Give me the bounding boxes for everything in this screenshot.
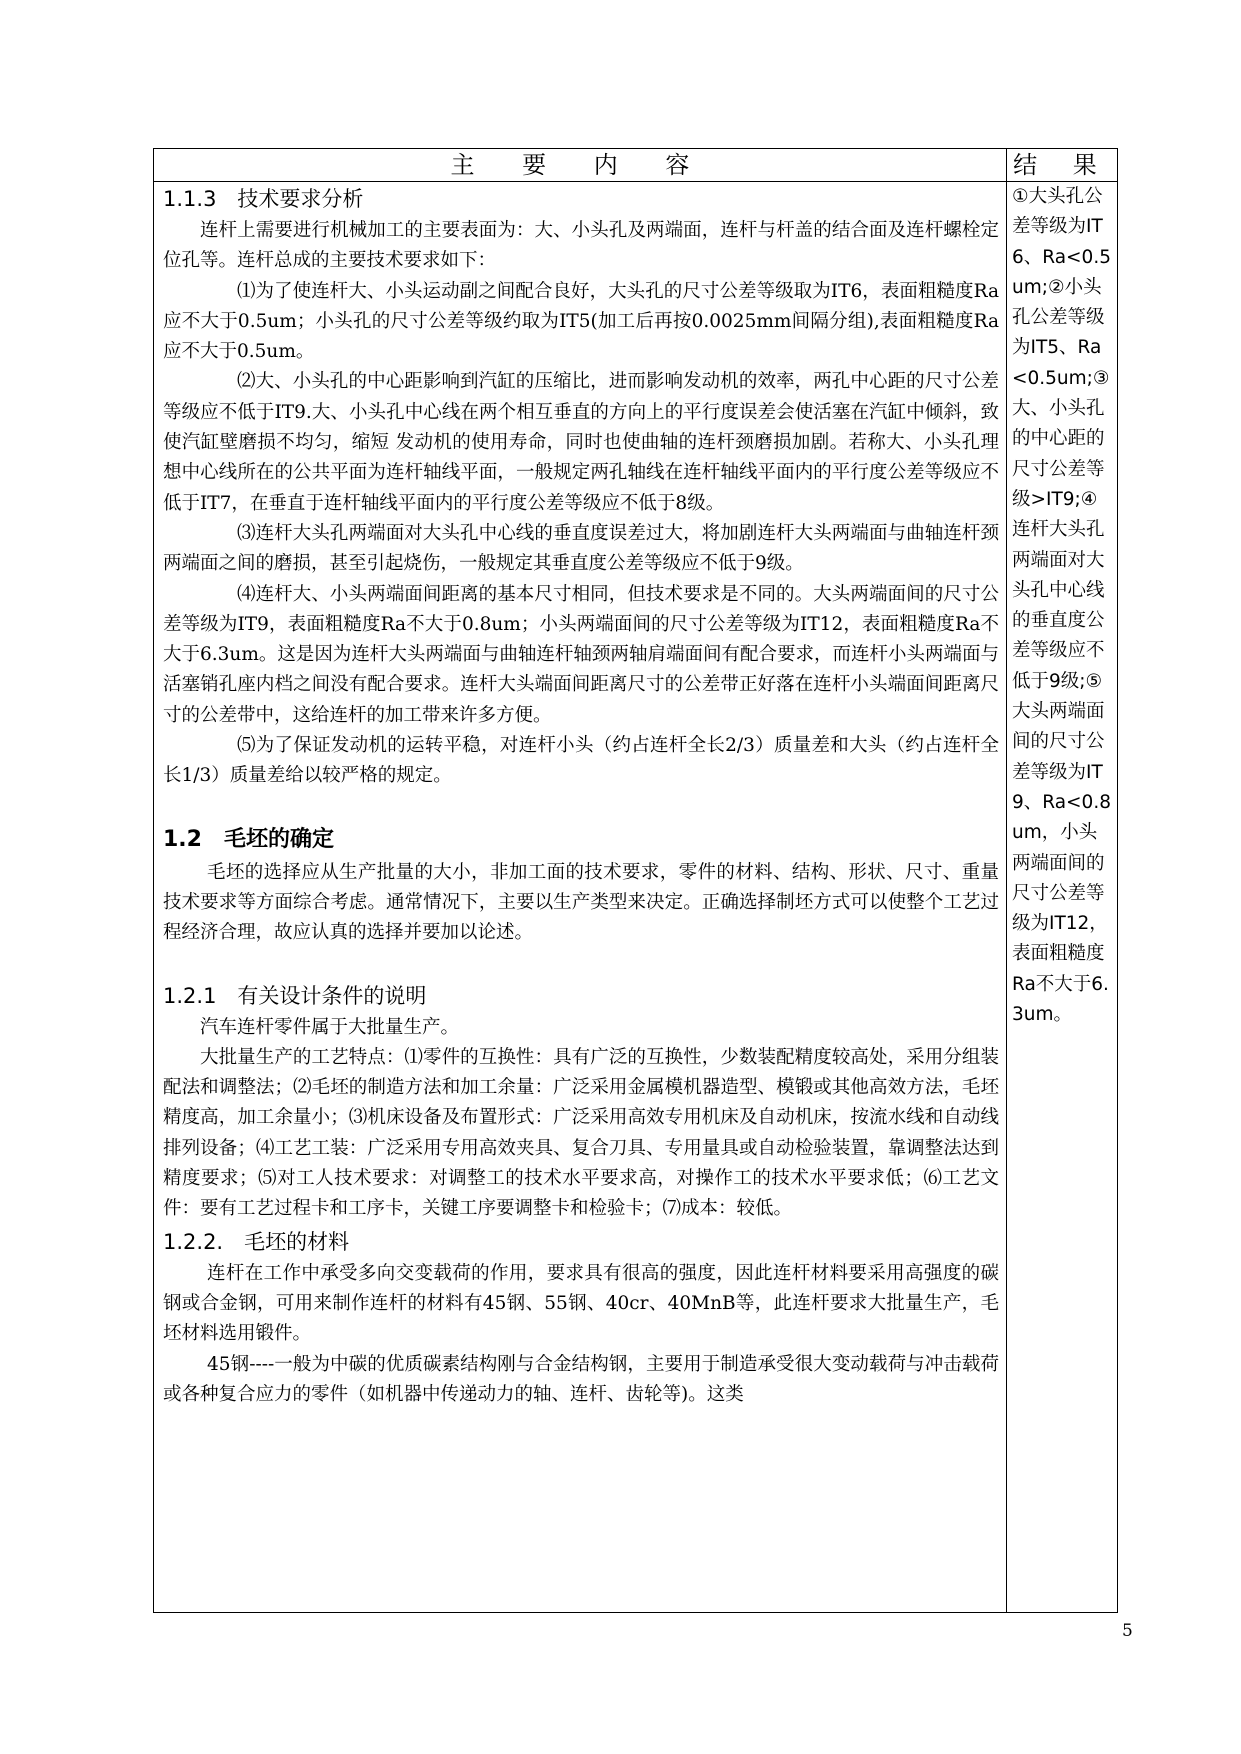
content-table [153,148,1118,1613]
spacer [163,792,999,822]
result-column-text: ①大头孔公差等级为IT6、Ra<0.5um;②小头孔公差等级为IT5、Ra<0.5um;③大、小头孔的中心距的尺寸公差等级>IT9;④连杆大头孔两端面对大头孔中心线的垂直度公差等级应不低于9级;⑤大头两端面间的尺寸公差等级为IT9、Ra<0.8um，小头两端面间的尺寸公差等级为IT12，表面粗糙度Ra不大于6.3um。 [1012,186,1111,1026]
paragraph: ⑵大、小头孔的中心距影响到汽缸的压缩比，进而影响发动机的效率，两孔中心距的尺寸公差等级应不低于IT9.大、小头孔中心线在两个相互垂直的方向上的平行度误差会使活塞在汽缸中倾斜，致使汽缸壁磨损不均匀，缩短 发动机的使用寿命，同时也使曲轴的连杆颈磨损加剧。若称大、小头孔理想中心线所在的公共平面为连杆轴线平面，一般规定两孔轴线在连杆轴线平面内的平行度公差等级应不低于IT7，在垂直于连杆轴线平面内的平行度公差等级应不低于8级。 [163,371,999,514]
paragraph: 大批量生产的工艺特点：⑴零件的互换性：具有广泛的互换性，少数装配精度较高处，采用分组装配法和调整法；⑵毛坯的制造方法和加工余量：广泛采用金属模机器造型、模锻或其他高效方法，毛坯精度高，加工余量小；⑶机床设备及布置形式：广泛采用高效专用机床及自动机床，按流水线和自动线排列设备；⑷工艺工装：广泛采用专用高效夹具、复合刀具、专用量具或自动检验装置，靠调整法达到精度要求；⑸对工人技术要求：对调整工的技术水平要求高，对操作工的技术水平要求低；⑹工艺文件：要有工艺过程卡和工序卡，关键工序要调整卡和检验卡；⑺成本：较低。 [163,1046,999,1220]
paragraph: 45钢----一般为中碳的优质碳素结构刚与合金结构钢，主要用于制造承受很大变动载荷与冲击载荷或各种复合应力的零件（如机器中传递动力的轴、连杆、齿轮等)。这类 [163,1353,999,1405]
result-header: 结 果 [1013,151,1111,179]
spacer [163,949,999,979]
paragraph: 连杆在工作中承受多向交变载荷的作用，要求具有很高的强度，因此连杆材料要采用高强度的碳钢或合金钢，可用来制作连杆的材料有45钢、55钢、40cr、40MnB等，此连杆要求大批量生产，毛坯材料选用锻件。 [163,1262,999,1345]
paragraph: 毛坯的选择应从生产批量的大小，非加工面的技术要求，零件的材料、结构、形状、尺寸、重量技术要求等方面综合考虑。通常情况下，主要以生产类型来决定。正确选择制坯方式可以使整个工艺过程经济合理，故应认真的选择并要加以论述。 [163,861,999,944]
section-1-1-3-title: 1.1.3 技术要求分析 [163,187,364,211]
paragraph: 连杆上需要进行机械加工的主要表面为：大、小头孔及两端面，连杆与杆盖的结合面及连杆螺栓定位孔等。连杆总成的主要技术要求如下： [163,220,999,272]
section-1-2-1-title: 1.2.1 有关设计条件的说明 [163,983,427,1008]
paragraph: ⑸为了保证发动机的运转平稳，对连杆小头（约占连杆全长2/3）质量差和大头（约占连杆全长1/3）质量差给以较严格的规定。 [163,735,999,787]
paragraph: ⑶连杆大头孔两端面对大头孔中心线的垂直度误差过大，将加剧连杆大头两端面与曲轴连杆颈两端面之间的磨损，甚至引起烧伤，一般规定其垂直度公差等级应不低于9级。 [163,522,999,575]
paragraph: ⑷连杆大、小头两端面间距离的基本尺寸相同，但技术要求是不同的。大头两端面间的尺寸公差等级为IT9，表面粗糙度Ra不大于0.8um；小头两端面间的尺寸公差等级为IT12，表面粗糙度Ra不大于6.3um。这是因为连杆大头两端面与曲轴连杆轴颈两轴肩端面间有配合要求，而连杆小头两端面与活塞销孔座内档之间没有配合要求。连杆大头端面间距离尺寸的公差带正好落在连杆小头端面间距离尺寸的公差带中，这给连杆的加工带来许多方便。 [163,583,999,726]
paragraph: ⑴为了使连杆大、小头运动副之间配合良好，大头孔的尺寸公差等级取为IT6，表面粗糙度Ra应不大于0.5um；小头孔的尺寸公差等级约取为IT5(加工后再按0.0025mm间隔分组),表面粗糙度Ra应不大于0.5um。 [163,280,999,363]
page-number: 5 [1122,1621,1133,1641]
main-content [163,182,999,1410]
section-1-2-2-title: 1.2.2. 毛坯的材料 [163,1229,350,1254]
section-1-2-title: 1.2 毛坯的确定 [163,826,334,852]
column-divider [1006,149,1007,1612]
paragraph: 汽车连杆零件属于大批量生产。 [200,1016,460,1038]
main-content-header: 主 要 内 容 [450,151,710,179]
